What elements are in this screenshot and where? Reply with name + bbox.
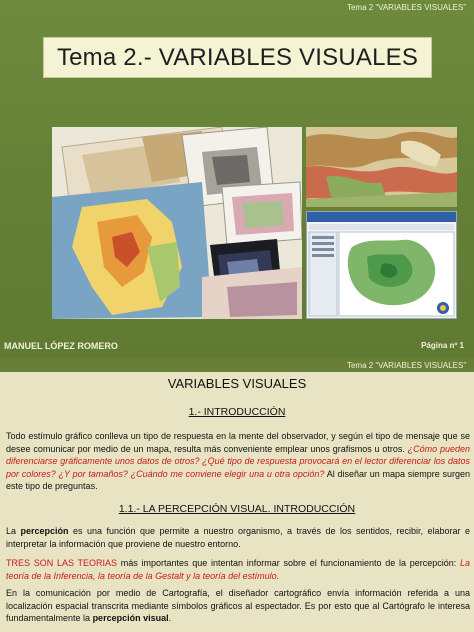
printed-maps-image <box>52 127 302 319</box>
paragraph-intro-text: Todo estímulo gráfico conlleva un tipo de respuesta en la mente del observador, y según el tipo de mensaje que se desee comunicar por medio de un mapa, resulta más conveniente emplear unos grafismos u otros. <box>6 431 470 454</box>
section-title-introduccion: 1.- INTRODUCCIÓN <box>188 406 286 418</box>
page-2-content <box>0 372 474 632</box>
maps-collage <box>52 127 457 319</box>
cartografia-end: . <box>168 613 172 623</box>
gis-software-illustration <box>307 212 456 318</box>
running-head: Tema 2 “VARIABLES VISUALES” <box>346 361 466 370</box>
term-percepcion: percepción <box>20 526 69 536</box>
term-percepcion-visual: percepción visual <box>92 613 169 623</box>
title-box <box>43 37 432 78</box>
paragraph-intro-closing: Al diseñar un mapa siempre surgen este tipo de preguntas. <box>6 468 470 491</box>
running-head: Tema 2 “VARIABLES VISUALES” <box>346 3 466 12</box>
paragraph-percepcion-start: La <box>6 526 21 536</box>
gis-software-image <box>306 211 457 319</box>
paragraph-intro-questions: ¿Cómo pueden diferenciarse gráficamente unos datos de otros? ¿Qué tipo de respuesta provocará en el lector diferenciar los datos por colores? ¿Y por tamaños? ¿Cuándo me conviene elegir una u otra opción? <box>6 443 470 479</box>
thematic-map-image <box>306 127 457 207</box>
teorias-label: TRES SON LAS TEORIAS <box>6 558 118 568</box>
section-heading: VARIABLES VISUALES <box>167 376 307 391</box>
page-2 <box>0 358 474 632</box>
paragraph-percepcion <box>6 525 470 550</box>
page-title: Tema 2.- VARIABLES VISUALES <box>56 43 419 71</box>
page-footer <box>0 336 474 358</box>
section-title-percepcion: 1.1.- LA PERCEPCIÓN VISUAL. INTRODUCCIÓN <box>118 503 356 515</box>
page-number: Página nº 1 <box>421 341 464 350</box>
paragraph-percepcion-rest: es una función que permite a nuestro organismo, a través de los sentidos, recibir, elaborar e interpretar la información que proviene de nuestro entorno. <box>6 526 470 549</box>
teorias-list: La teoría de la Inferencia, la teoría de la Gestalt y la teoría del estímulo. <box>6 558 470 581</box>
cartografia-text: En la comunicación por medio de Cartografía, el diseñador cartográfico envía información referida a una localización espacial transcrita mediante símbolos gráficos al espectador. Es por esto que al Cartógrafo le interesa fundamentalmente la <box>6 588 470 623</box>
printed-maps-illustration <box>52 127 302 319</box>
paragraph-intro <box>6 430 470 493</box>
author-name: MANUEL LÓPEZ ROMERO <box>4 341 118 351</box>
thematic-map-illustration <box>306 127 457 207</box>
teorias-text: más importantes que intentan informar sobre el funcionamiento de la percepción: <box>117 558 457 568</box>
paragraph-teorias <box>6 557 470 582</box>
paragraph-cartografia <box>6 587 470 625</box>
